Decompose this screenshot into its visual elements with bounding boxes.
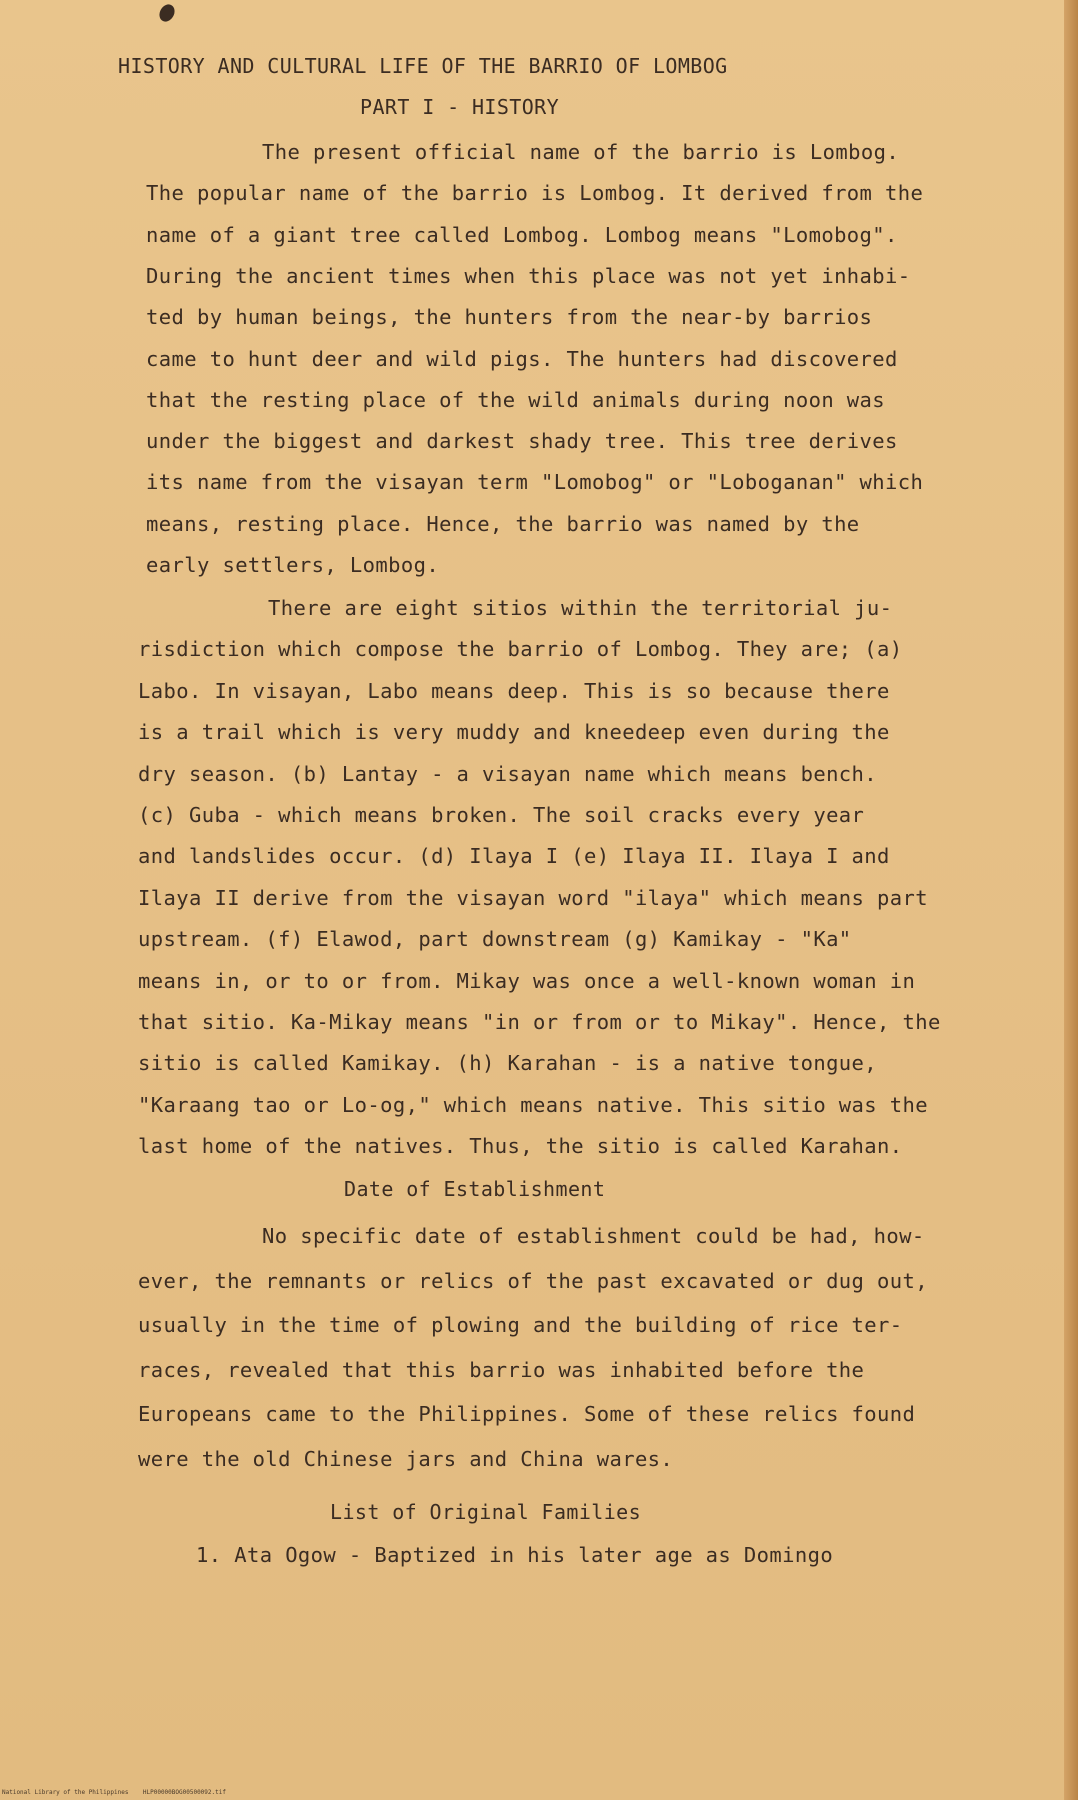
text-line: "Karaang tao or Lo-og," which means native. This sitio was the [138,1092,929,1117]
text-line: that the resting place of the wild animals during noon was [146,387,886,412]
archive-footer: National Library of the Philippines HLP00000BOG00500092.tif [2,1789,226,1796]
text-line: risdiction which compose the barrio of Lombog. They are; (a) [138,637,903,662]
document-title: HISTORY AND CULTURAL LIFE OF THE BARRIO OF LOMBOG [118,54,728,78]
text-line: Labo. In visayan, Labo means deep. This is so because there [138,678,890,703]
text-line: Ilaya II derive from the visayan word "ilaya" which means part [138,885,929,910]
text-line: sitio is called Kamikay. (h) Karahan - is a native tongue, [138,1051,878,1076]
text-line: The present official name of the barrio is Lombog. [262,140,900,164]
page-edge [1064,0,1078,1800]
ink-blot [156,2,177,25]
text-line: upstream. (f) Elawod, part downstream (g) Kamikay - "Ka" [138,927,852,952]
text-line: During the ancient times when this place was not yet inhabi- [146,263,911,288]
text-line: early settlers, Lombog. [146,553,440,577]
text-line: is a trail which is very muddy and kneedeep even during the [138,720,890,745]
text-line: No specific date of establishment could be had, how- [262,1224,925,1248]
text-line: ever, the remnants or relics of the past excavated or dug out, [138,1268,929,1293]
text-line: Europeans came to the Philippines. Some of these relics found [138,1402,916,1426]
text-line: usually in the time of plowing and the building of rice ter- [138,1313,903,1337]
text-line: The popular name of the barrio is Lombog. It derived from the [146,181,924,206]
text-line: that sitio. Ka-Mikay means "in or from or to Mikay". Hence, the [138,1010,941,1034]
heading-original-families: List of Original Families [330,1500,642,1524]
text-line: came to hunt deer and wild pigs. The hunters had discovered [146,346,898,371]
text-line: and landslides occur. (d) Ilaya I (e) Ilaya II. Ilaya I and [138,844,890,869]
text-line: means in, or to or from. Mikay was once a well-known woman in [138,968,916,993]
text-line: There are eight sitios within the territorial ju- [268,596,893,620]
text-line: name of a giant tree called Lombog. Lombog means "Lomobog". [146,222,898,247]
text-line: means, resting place. Hence, the barrio was named by the [146,511,860,536]
text-line: last home of the natives. Thus, the sitio is called Karahan. [138,1134,903,1159]
text-line: under the biggest and darkest shady tree. This tree derives [146,429,898,454]
text-line: ted by human beings, the hunters from the near-by barrios [146,305,873,330]
text-line: were the old Chinese jars and China wares. [138,1446,674,1471]
text-line: its name from the visayan term "Lomobog" or "Loboganan" which [146,470,924,495]
text-line: (c) Guba - which means broken. The soil cracks every year [138,803,865,827]
family-list-item: 1. Ata Ogow - Baptized in his later age as Domingo [196,1543,834,1567]
part-heading: PART I - HISTORY [360,95,560,119]
heading-establishment: Date of Establishment [344,1177,606,1201]
text-line: races, revealed that this barrio was inhabited before the [138,1357,865,1382]
text-line: dry season. (b) Lantay - a visayan name which means bench. [138,761,878,786]
